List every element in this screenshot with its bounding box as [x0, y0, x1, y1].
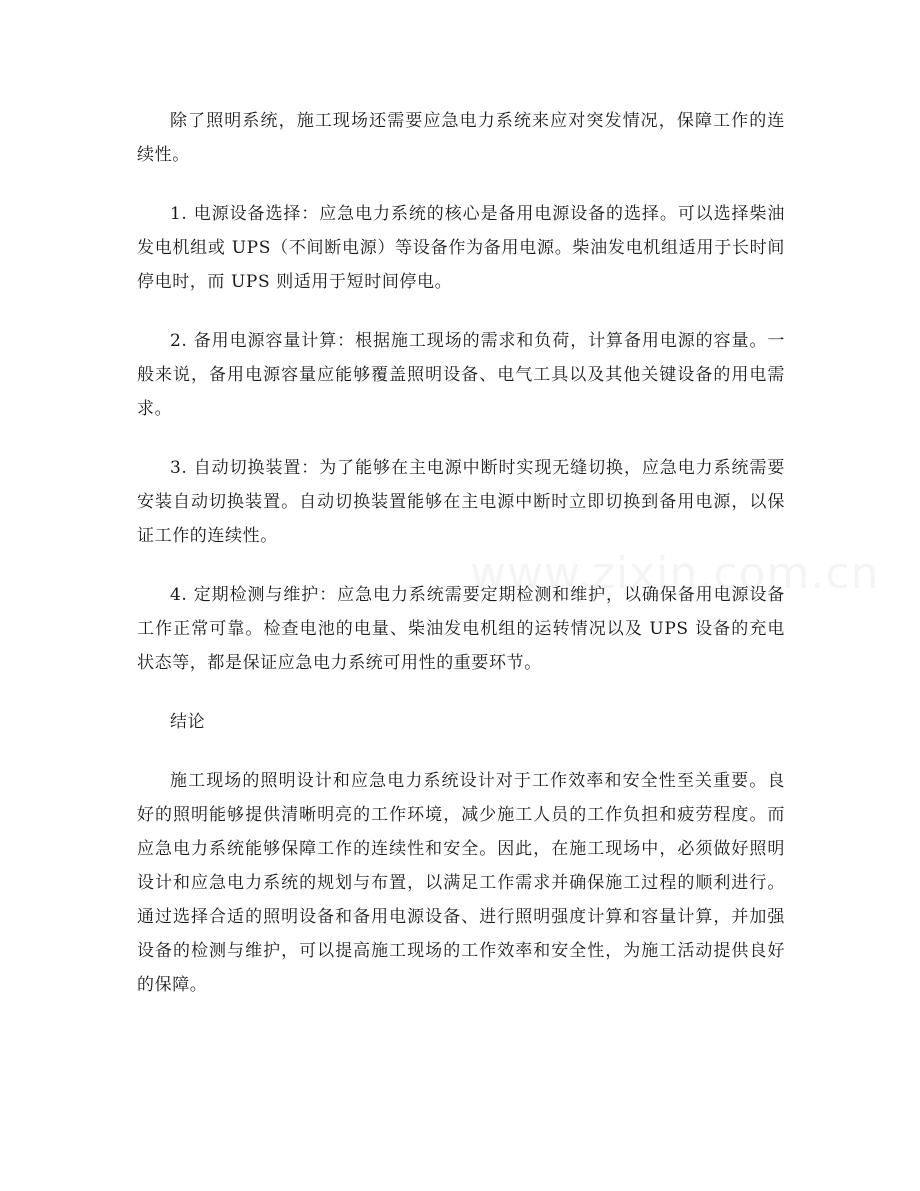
- conclusion-paragraph: 施工现场的照明设计和应急电力系统设计对于工作效率和安全性至关重要。良好的照明能够提供清晰明亮的工作环境，减少施工人员的工作负担和疲劳程度。而应急电力系统能够保障工作的连续性和安全。因此，在施工现场中，必须做好照明设计和应急电力系统的规划与布置，以满足工作需求并确保施工过程的顺利进行。通过选择合适的照明设备和备用电源设备、进行照明强度计算和容量计算，并加强设备的检测与维护，可以提高施工现场的工作效率和安全性，为施工活动提供良好的保障。: [137, 771, 785, 995]
- conclusion-heading: 结论: [170, 712, 206, 732]
- document-body: [137, 104, 785, 1027]
- intro-paragraph: 除了照明系统，施工现场还需要应急电力系统来应对突发情况，保障工作的连续性。: [137, 111, 785, 165]
- item-backup-capacity-calculation: 2. 备用电源容量计算：根据施工现场的需求和负荷，计算备用电源的容量。一般来说，备用电源容量应能够覆盖照明设备、电气工具以及其他关键设备的用电需求。: [137, 331, 785, 419]
- item-power-equipment-selection: 1. 电源设备选择：应急电力系统的核心是备用电源设备的选择。可以选择柴油发电机组或 UPS（不间断电源）等设备作为备用电源。柴油发电机组适用于长时间停电时，而 UPS 则适用于短时间停电。: [137, 204, 785, 292]
- item-automatic-transfer-switch: 3. 自动切换装置：为了能够在主电源中断时实现无缝切换，应急电力系统需要安装自动切换装置。自动切换装置能够在主电源中断时立即切换到备用电源，以保证工作的连续性。: [137, 458, 785, 546]
- item-inspection-maintenance: 4. 定期检测与维护：应急电力系统需要定期检测和维护，以确保备用电源设备工作正常可靠。检查电池的电量、柴油发电机组的运转情况以及 UPS 设备的充电状态等，都是保证应急电力系统可用性的重要环节。: [137, 585, 785, 673]
